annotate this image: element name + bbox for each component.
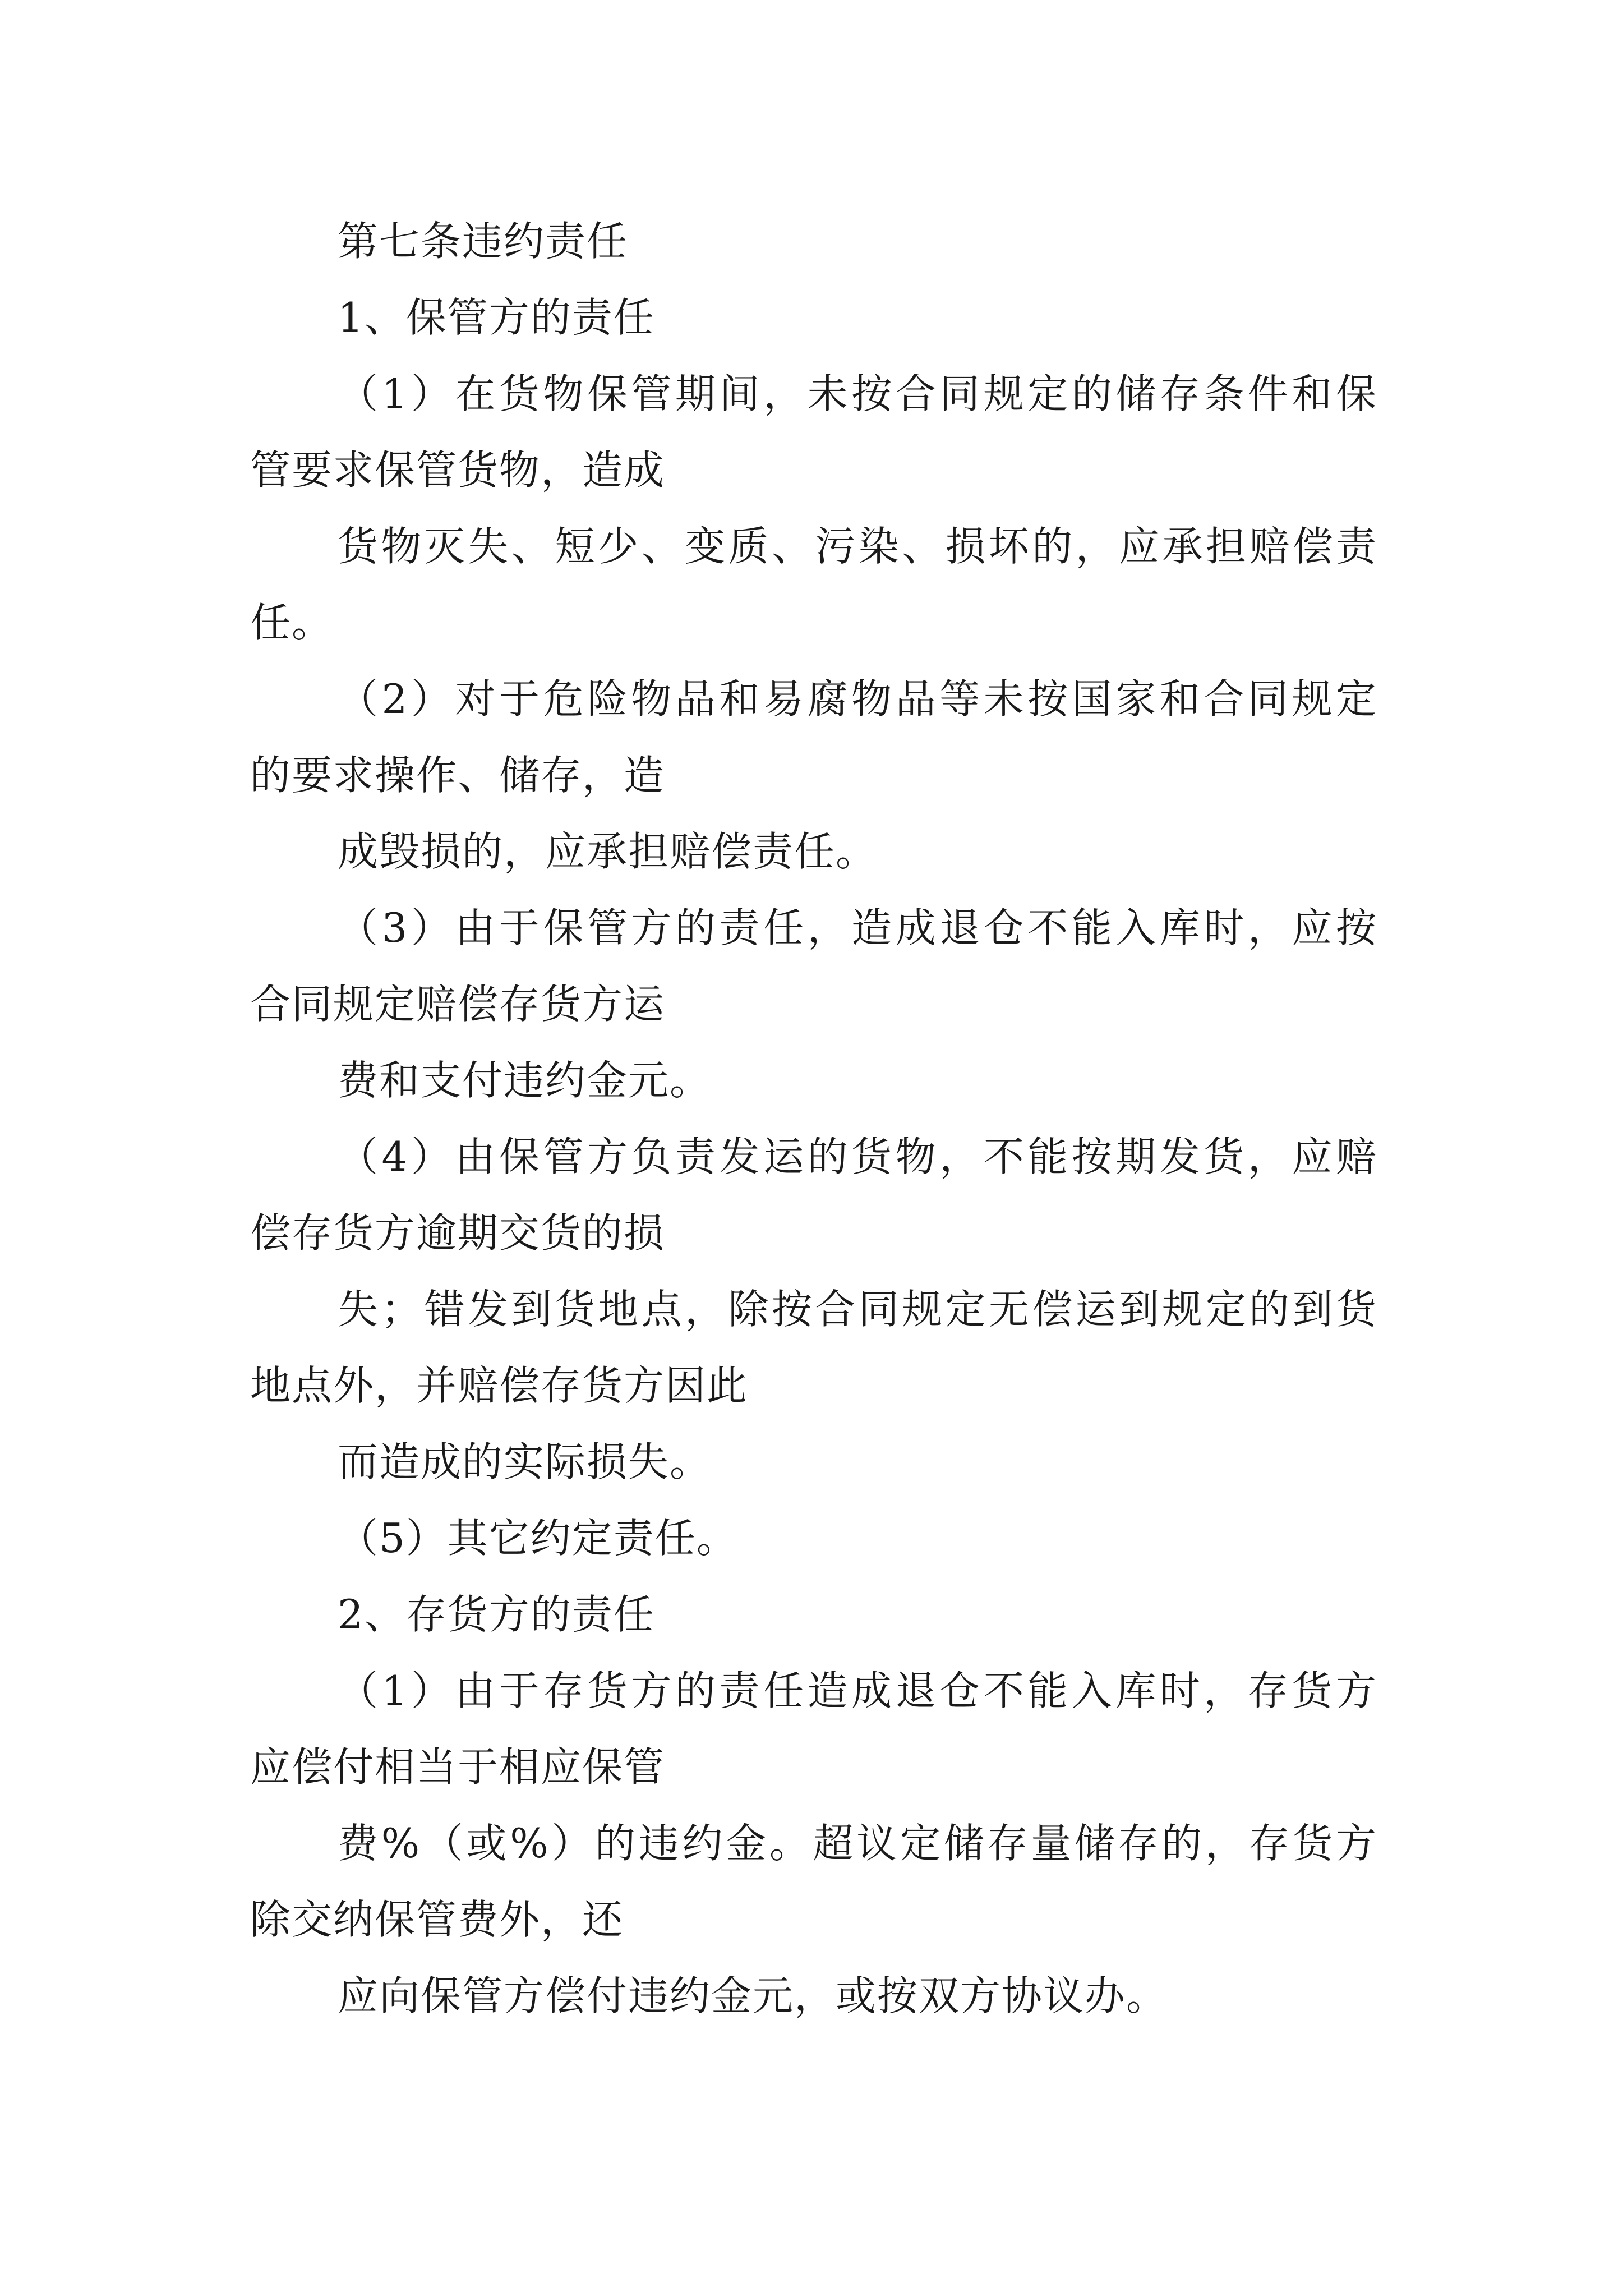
paragraph-line: （1）由于存货方的责任造成退仓不能入库时，存货方	[338, 1667, 1377, 1714]
paragraph-line: （5）其它约定责任。	[338, 1515, 738, 1562]
article-heading: 第七条违约责任	[338, 218, 629, 265]
paragraph-line: 偿存货方逾期交货的损	[250, 1209, 666, 1257]
paragraph-line: 成毁损的，应承担赔偿责任。	[338, 828, 878, 875]
paragraph-line: 合同规定赔偿存货方运	[250, 981, 666, 1028]
paragraph-line: （1）在货物保管期间，未按合同规定的储存条件和保	[338, 370, 1377, 417]
section-heading-custodian: 1、保管方的责任	[338, 294, 655, 341]
paragraph-line: 应向保管方偿付违约金元，或按双方协议办。	[338, 1972, 1168, 2019]
paragraph-line: 除交纳保管费外，还	[250, 1896, 624, 1943]
paragraph-line: 失；错发到货地点，除按合同规定无偿运到规定的到货	[338, 1286, 1377, 1333]
paragraph-line: 货物灭失、短少、变质、污染、损坏的，应承担赔偿责	[338, 523, 1377, 570]
paragraph-line: 应偿付相当于相应保管	[250, 1743, 666, 1791]
paragraph-line: 费和支付违约金元。	[338, 1057, 712, 1104]
paragraph-line: 地点外，并赔偿存货方因此	[250, 1362, 749, 1409]
section-heading-depositor: 2、存货方的责任	[338, 1591, 655, 1638]
paragraph-line: 管要求保管货物，造成	[250, 447, 666, 494]
paragraph-line: 的要求操作、储存，造	[250, 752, 666, 799]
paragraph-line: 费%（或%）的违约金。超议定储存量储存的，存货方	[338, 1820, 1377, 1867]
paragraph-line: 而造成的实际损失。	[338, 1438, 712, 1485]
paragraph-line: 任。	[250, 599, 334, 646]
paragraph-line: （3）由于保管方的责任，造成退仓不能入库时，应按	[338, 904, 1377, 951]
paragraph-line: （2）对于危险物品和易腐物品等未按国家和合同规定	[338, 675, 1377, 723]
paragraph-line: （4）由保管方负责发运的货物，不能按期发货，应赔	[338, 1133, 1377, 1180]
